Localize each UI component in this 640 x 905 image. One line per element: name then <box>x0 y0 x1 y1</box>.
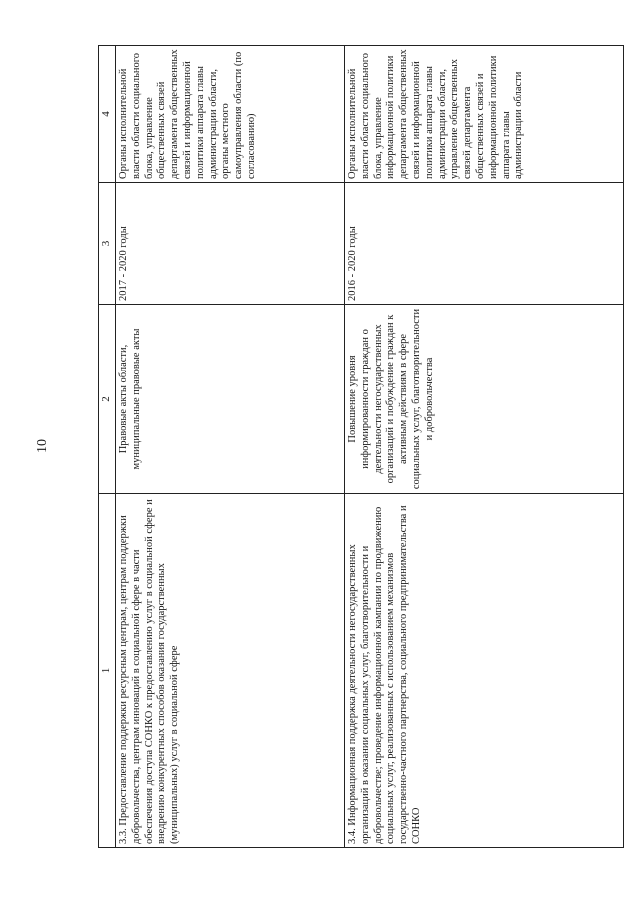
table-header-row <box>99 46 116 848</box>
column-header: 2 <box>99 305 116 494</box>
activity-cell: 3.4. Информационная поддержка деятельности негосударственных организаций в оказании социальных услуг, благотворительности и добровольчестве; проведение информационной кампании по продвижению социальных услуг, реализованных с использованием механизмов государственно-частного партнерства, социального предпринимательства и СОНКО <box>345 494 624 848</box>
period-cell: 2017 - 2020 годы <box>116 183 345 305</box>
page-number: 10 <box>35 439 50 453</box>
period-cell: 2016 - 2020 годы <box>345 183 624 305</box>
plan-table <box>98 45 624 848</box>
column-header: 3 <box>99 183 116 305</box>
column-header: 1 <box>99 494 116 848</box>
result-cell: Правовые акты области, муниципальные правовые акты <box>116 305 345 494</box>
rotated-page-content <box>98 46 624 848</box>
table-row <box>116 46 345 848</box>
table-row <box>345 46 624 848</box>
result-cell: Повышение уровня информированности граждан о деятельности негосударственных организаций и побуждение граждан к активным действиям в сфере социальных услуг, благотворительности и добровольчества <box>345 305 624 494</box>
executor-cell: Органы исполнительной власти области социального блока, управление общественных связей департамента общественных связей и информационной политики аппарата главы администрации области, органы местного самоуправления области (по согласованию) <box>116 46 345 183</box>
executor-cell: Органы исполнительной власти области социального блока, управление информационной политики департамента общественных связей и информационной политики аппарата главы администрации области, управление общественных связей департамента общественных связей и информационной политики аппарата главы администрации области <box>345 46 624 183</box>
activity-cell: 3.3. Предоставление поддержки ресурсным центрам, центрам поддержки добровольчества, центрам инноваций в социальной сфере в части обеспечения доступа СОНКО к предоставлению услуг в социальной сфере и внедрению конкурентных способов оказания государственных (муниципальных) услуг в социальной сфере <box>116 494 345 848</box>
column-header: 4 <box>99 46 116 183</box>
